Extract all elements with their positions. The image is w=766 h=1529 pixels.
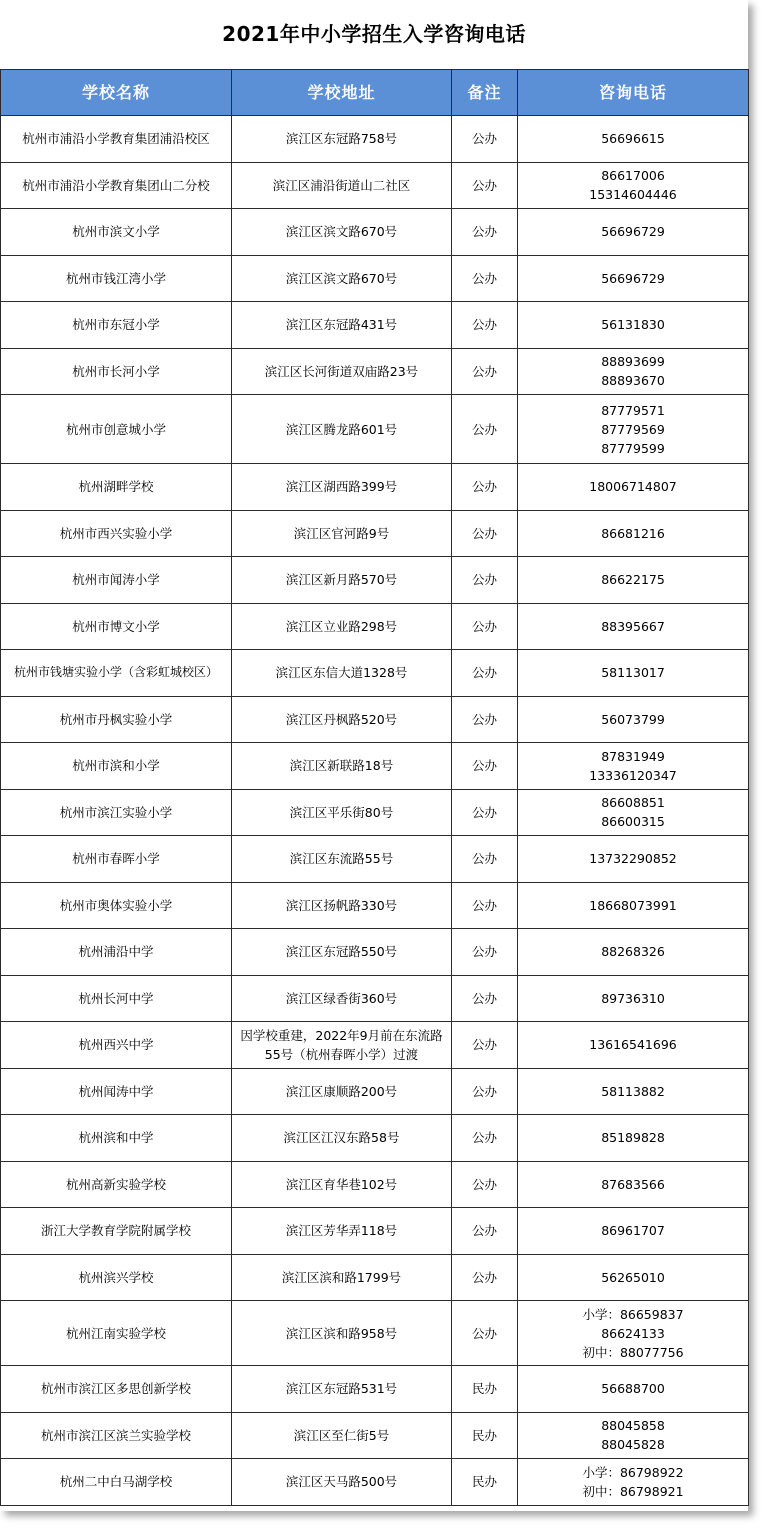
phone-number: 56696729	[601, 224, 665, 240]
school-name-cell: 杭州市闻涛小学	[1, 557, 232, 604]
school-name-cell: 杭州市钱塘实验小学（含彩虹城校区）	[1, 650, 232, 697]
note-cell: 公办	[452, 116, 518, 163]
address-cell: 滨江区东冠路531号	[232, 1366, 452, 1413]
phone-number: 56696729	[601, 270, 665, 286]
phone-number: 87779599	[601, 440, 665, 456]
phone-number: 小学：86798922	[582, 1464, 684, 1480]
address-cell: 因学校重建，2022年9月前在东流路55号（杭州春晖小学）过渡	[232, 1022, 452, 1069]
phone-number: 86617006	[601, 168, 665, 184]
address-cell: 滨江区新月路570号	[232, 557, 452, 604]
phone-cell	[518, 1366, 749, 1413]
phone-cell	[518, 929, 749, 976]
table-row	[1, 395, 749, 464]
note-cell: 公办	[452, 255, 518, 302]
phone-number: 88893670	[601, 373, 665, 389]
note-cell: 公办	[452, 209, 518, 256]
phone-number: 13336120347	[589, 767, 677, 783]
address-cell: 滨江区天马路500号	[232, 1459, 452, 1506]
phone-number: 56265010	[601, 1269, 665, 1285]
table-row	[1, 696, 749, 743]
phone-number: 87683566	[601, 1176, 665, 1192]
school-name-cell: 杭州市滨江区多思创新学校	[1, 1366, 232, 1413]
note-cell: 公办	[452, 603, 518, 650]
address-cell: 滨江区官河路9号	[232, 510, 452, 557]
school-name-cell: 杭州西兴中学	[1, 1022, 232, 1069]
table-row	[1, 929, 749, 976]
table-row	[1, 1022, 749, 1069]
note-cell: 公办	[452, 557, 518, 604]
note-cell: 公办	[452, 882, 518, 929]
phone-cell	[518, 1161, 749, 1208]
phone-number: 18668073991	[589, 897, 677, 913]
table-row	[1, 743, 749, 790]
note-cell: 公办	[452, 696, 518, 743]
table-row	[1, 510, 749, 557]
table-row	[1, 302, 749, 349]
note-cell: 公办	[452, 1161, 518, 1208]
school-name-cell: 杭州市丹枫实验小学	[1, 696, 232, 743]
phone-number: 85189828	[601, 1130, 665, 1146]
school-name-cell: 杭州市滨江实验小学	[1, 789, 232, 836]
table-body	[1, 116, 749, 1506]
school-name-cell: 浙江大学教育学院附属学校	[1, 1208, 232, 1255]
phone-number: 89736310	[601, 990, 665, 1006]
table-row	[1, 1115, 749, 1162]
phone-cell	[518, 464, 749, 511]
address-cell: 滨江区湖西路399号	[232, 464, 452, 511]
phone-cell	[518, 1412, 749, 1459]
note-cell: 公办	[452, 395, 518, 464]
phone-cell	[518, 696, 749, 743]
school-name-cell: 杭州市创意城小学	[1, 395, 232, 464]
table-row	[1, 1068, 749, 1115]
school-name-cell: 杭州市浦沿小学教育集团浦沿校区	[1, 116, 232, 163]
school-name-cell: 杭州市东冠小学	[1, 302, 232, 349]
table-row	[1, 557, 749, 604]
note-cell: 公办	[452, 1254, 518, 1301]
table-header-row	[1, 70, 749, 116]
header-address: 学校地址	[232, 70, 452, 116]
school-name-cell: 杭州市滨和小学	[1, 743, 232, 790]
table-row	[1, 789, 749, 836]
phone-number: 86961707	[601, 1223, 665, 1239]
table-row	[1, 882, 749, 929]
table-row	[1, 209, 749, 256]
phone-number: 初中：88077756	[582, 1344, 684, 1360]
address-cell: 滨江区东流路55号	[232, 836, 452, 883]
address-cell: 滨江区芳华弄118号	[232, 1208, 452, 1255]
table-row	[1, 603, 749, 650]
table-row	[1, 1208, 749, 1255]
page-title: 2021年中小学招生入学咨询电话	[222, 22, 526, 46]
phone-cell	[518, 209, 749, 256]
phone-number: 88268326	[601, 944, 665, 960]
phone-cell	[518, 603, 749, 650]
school-name-cell: 杭州市浦沿小学教育集团山二分校	[1, 162, 232, 209]
table-row	[1, 650, 749, 697]
school-name-cell: 杭州市博文小学	[1, 603, 232, 650]
phone-cell	[518, 789, 749, 836]
address-cell: 滨江区立业路298号	[232, 603, 452, 650]
address-cell: 滨江区康顺路200号	[232, 1068, 452, 1115]
address-cell: 滨江区东信大道1328号	[232, 650, 452, 697]
school-name-cell: 杭州市滨江区滨兰实验学校	[1, 1412, 232, 1459]
phone-cell	[518, 743, 749, 790]
note-cell: 公办	[452, 1208, 518, 1255]
note-cell: 公办	[452, 743, 518, 790]
header-note: 备注	[452, 70, 518, 116]
table-row	[1, 1366, 749, 1413]
address-cell: 滨江区江汉东路58号	[232, 1115, 452, 1162]
phone-cell	[518, 395, 749, 464]
phone-number: 初中：86798921	[582, 1483, 684, 1499]
school-name-cell: 杭州市滨文小学	[1, 209, 232, 256]
phone-cell	[518, 1068, 749, 1115]
phone-cell	[518, 975, 749, 1022]
address-cell: 滨江区东冠路758号	[232, 116, 452, 163]
note-cell: 公办	[452, 464, 518, 511]
phone-number: 13732290852	[589, 851, 677, 867]
phone-cell	[518, 1022, 749, 1069]
note-cell: 公办	[452, 1068, 518, 1115]
school-name-cell: 杭州市长河小学	[1, 348, 232, 395]
phone-number: 87831949	[601, 748, 665, 764]
phone-cell	[518, 650, 749, 697]
table-row	[1, 464, 749, 511]
phone-cell	[518, 836, 749, 883]
address-cell: 滨江区滨文路670号	[232, 209, 452, 256]
note-cell: 公办	[452, 836, 518, 883]
address-cell: 滨江区育华巷102号	[232, 1161, 452, 1208]
address-cell: 滨江区平乐街80号	[232, 789, 452, 836]
phone-number: 86624133	[601, 1325, 665, 1341]
phone-cell	[518, 1254, 749, 1301]
note-cell: 公办	[452, 302, 518, 349]
note-cell: 公办	[452, 1115, 518, 1162]
school-name-cell: 杭州浦沿中学	[1, 929, 232, 976]
school-name-cell: 杭州市春晖小学	[1, 836, 232, 883]
phone-number: 56688700	[601, 1381, 665, 1397]
address-cell: 滨江区东冠路431号	[232, 302, 452, 349]
note-cell: 公办	[452, 510, 518, 557]
phone-cell	[518, 255, 749, 302]
table-row	[1, 836, 749, 883]
table-row	[1, 1459, 749, 1506]
table-row	[1, 975, 749, 1022]
phone-number: 56073799	[601, 711, 665, 727]
phone-number: 小学：86659837	[582, 1306, 684, 1322]
address-cell: 滨江区滨和路1799号	[232, 1254, 452, 1301]
phone-number: 18006714807	[589, 479, 677, 495]
address-cell: 滨江区新联路18号	[232, 743, 452, 790]
note-cell: 公办	[452, 348, 518, 395]
address-cell: 滨江区滨文路670号	[232, 255, 452, 302]
phone-number: 86600315	[601, 814, 665, 830]
phone-cell	[518, 557, 749, 604]
phone-number: 88395667	[601, 618, 665, 634]
contact-table	[0, 69, 749, 1506]
note-cell: 公办	[452, 789, 518, 836]
phone-number: 88893699	[601, 354, 665, 370]
school-name-cell: 杭州市奥体实验小学	[1, 882, 232, 929]
table-row	[1, 1301, 749, 1366]
note-cell: 公办	[452, 929, 518, 976]
address-cell: 滨江区绿香街360号	[232, 975, 452, 1022]
address-cell: 滨江区浦沿街道山二社区	[232, 162, 452, 209]
table-row	[1, 255, 749, 302]
phone-number: 87779571	[601, 402, 665, 418]
header-phone: 咨询电话	[518, 70, 749, 116]
school-name-cell: 杭州滨兴学校	[1, 1254, 232, 1301]
phone-number: 88045858	[601, 1418, 665, 1434]
address-cell: 滨江区滨和路958号	[232, 1301, 452, 1366]
phone-cell	[518, 510, 749, 557]
school-name-cell: 杭州闻涛中学	[1, 1068, 232, 1115]
school-name-cell: 杭州滨和中学	[1, 1115, 232, 1162]
school-name-cell: 杭州湖畔学校	[1, 464, 232, 511]
phone-number: 58113882	[601, 1083, 665, 1099]
phone-number: 86681216	[601, 525, 665, 541]
phone-number: 86622175	[601, 572, 665, 588]
table-row	[1, 1161, 749, 1208]
table-row	[1, 1412, 749, 1459]
address-cell: 滨江区长河街道双庙路23号	[232, 348, 452, 395]
phone-number: 88045828	[601, 1437, 665, 1453]
note-cell: 公办	[452, 975, 518, 1022]
header-school: 学校名称	[1, 70, 232, 116]
address-cell: 滨江区至仁街5号	[232, 1412, 452, 1459]
address-cell: 滨江区腾龙路601号	[232, 395, 452, 464]
phone-cell	[518, 302, 749, 349]
table-row	[1, 348, 749, 395]
note-cell: 民办	[452, 1412, 518, 1459]
note-cell: 公办	[452, 162, 518, 209]
phone-cell	[518, 162, 749, 209]
school-name-cell: 杭州长河中学	[1, 975, 232, 1022]
note-cell: 公办	[452, 1301, 518, 1366]
phone-cell	[518, 1208, 749, 1255]
note-cell: 民办	[452, 1366, 518, 1413]
phone-number: 87779569	[601, 421, 665, 437]
address-cell: 滨江区丹枫路520号	[232, 696, 452, 743]
table-row	[1, 1254, 749, 1301]
phone-number: 15314604446	[589, 187, 677, 203]
note-cell: 公办	[452, 650, 518, 697]
phone-number: 13616541696	[589, 1037, 677, 1053]
school-name-cell: 杭州市钱江湾小学	[1, 255, 232, 302]
phone-cell	[518, 882, 749, 929]
phone-number: 56696615	[601, 131, 665, 147]
table-row	[1, 162, 749, 209]
address-cell: 滨江区东冠路550号	[232, 929, 452, 976]
phone-cell	[518, 348, 749, 395]
school-name-cell: 杭州二中白马湖学校	[1, 1459, 232, 1506]
school-name-cell: 杭州高新实验学校	[1, 1161, 232, 1208]
note-cell: 民办	[452, 1459, 518, 1506]
phone-number: 56131830	[601, 317, 665, 333]
phone-cell	[518, 116, 749, 163]
school-name-cell: 杭州江南实验学校	[1, 1301, 232, 1366]
school-name-cell: 杭州市西兴实验小学	[1, 510, 232, 557]
phone-cell	[518, 1301, 749, 1366]
address-cell: 滨江区扬帆路330号	[232, 882, 452, 929]
note-cell: 公办	[452, 1022, 518, 1069]
phone-number: 58113017	[601, 665, 665, 681]
table-row	[1, 116, 749, 163]
phone-cell	[518, 1459, 749, 1506]
phone-cell	[518, 1115, 749, 1162]
phone-number: 86608851	[601, 795, 665, 811]
